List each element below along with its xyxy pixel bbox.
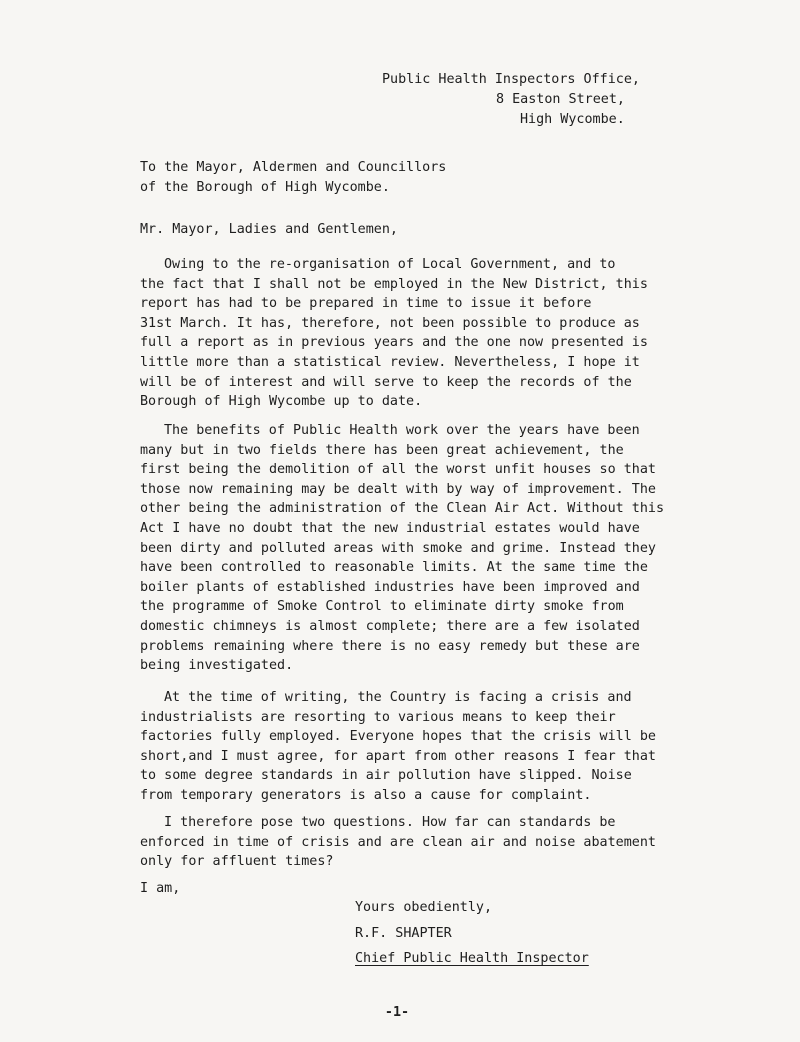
paragraph-line: The benefits of Public Health work over the years have been <box>164 423 640 438</box>
addressee-line: To the Mayor, Aldermen and Councillors <box>140 160 447 175</box>
paragraph-line: report has had to be prepared in time to issue it before <box>140 296 592 312</box>
paragraph-line: domestic chimneys is almost complete; there are a few isolated <box>140 618 640 634</box>
signatory-name: R.F. SHAPTER <box>355 926 452 941</box>
paragraph-line: first being the demolition of all the worst unfit houses so that <box>140 462 656 478</box>
paragraph-line: enforced in time of crisis and are clean air and noise abatement <box>140 834 656 850</box>
address-town: High Wycombe. <box>520 112 625 127</box>
paragraph-line: I therefore pose two questions. How far can standards be <box>164 815 616 830</box>
addressee-line: of the Borough of High Wycombe. <box>140 179 390 195</box>
signatory-title: Chief Public Health Inspector <box>355 951 589 966</box>
paragraph-line: 31st March. It has, therefore, not been possible to produce as <box>140 315 640 331</box>
paragraph-line: been dirty and polluted areas with smoke and grime. Instead they <box>140 540 656 556</box>
paragraph-line: Borough of High Wycombe up to date. <box>140 394 423 410</box>
paragraph-line: full a report as in previous years and the one now presented is <box>140 335 648 351</box>
paragraph-line: Owing to the re-organisation of Local Government, and to <box>164 257 616 272</box>
address-office: Public Health Inspectors Office, <box>382 72 640 87</box>
paragraph-line: problems remaining where there is no easy remedy but these are <box>140 638 640 654</box>
paragraph-line: boiler plants of established industries have been improved and <box>140 579 640 595</box>
paragraph-line: At the time of writing, the Country is facing a crisis and <box>164 690 632 705</box>
paragraph-line: the fact that I shall not be employed in the New District, this <box>140 276 648 292</box>
page-number: -1- <box>384 1005 410 1020</box>
paragraph-crisis <box>140 688 780 806</box>
paragraph-line: those now remaining may be dealt with by way of improvement. The <box>140 481 656 497</box>
paragraph-line: to some degree standards in air pollution have slipped. Noise <box>140 768 632 784</box>
paragraph-line: being investigated. <box>140 658 294 674</box>
paragraph-reorganisation <box>140 255 780 412</box>
paragraph-line: the programme of Smoke Control to eliminate dirty smoke from <box>140 599 624 615</box>
paragraph-line: industrialists are resorting to various means to keep their <box>140 709 616 725</box>
paragraph-line: will be of interest and will serve to keep the records of the <box>140 374 632 390</box>
addressee-block <box>140 158 780 197</box>
paragraph-line: many but in two fields there has been great achievement, the <box>140 442 624 458</box>
paragraph-benefits <box>140 421 780 676</box>
paragraph-line: Act I have no doubt that the new industrial estates would have <box>140 520 640 536</box>
paragraph-line: little more than a statistical review. Nevertheless, I hope it <box>140 354 640 370</box>
salutation: Mr. Mayor, Ladies and Gentlemen, <box>140 222 398 237</box>
closing-i-am: I am, <box>140 881 181 896</box>
paragraph-line: factories fully employed. Everyone hopes that the crisis will be <box>140 729 656 745</box>
closing-yours: Yours obediently, <box>355 900 493 915</box>
paragraph-line: short,and I must agree, for apart from other reasons I fear that <box>140 748 656 764</box>
address-street: 8 Easton Street, <box>496 92 625 107</box>
paragraph-line: only for affluent times? <box>140 854 334 870</box>
paragraph-line: have been controlled to reasonable limits. At the same time the <box>140 560 648 576</box>
paragraph-line: other being the administration of the Clean Air Act. Without this <box>140 501 665 517</box>
paragraph-questions <box>140 813 780 872</box>
paragraph-line: from temporary generators is also a cause for complaint. <box>140 787 592 803</box>
